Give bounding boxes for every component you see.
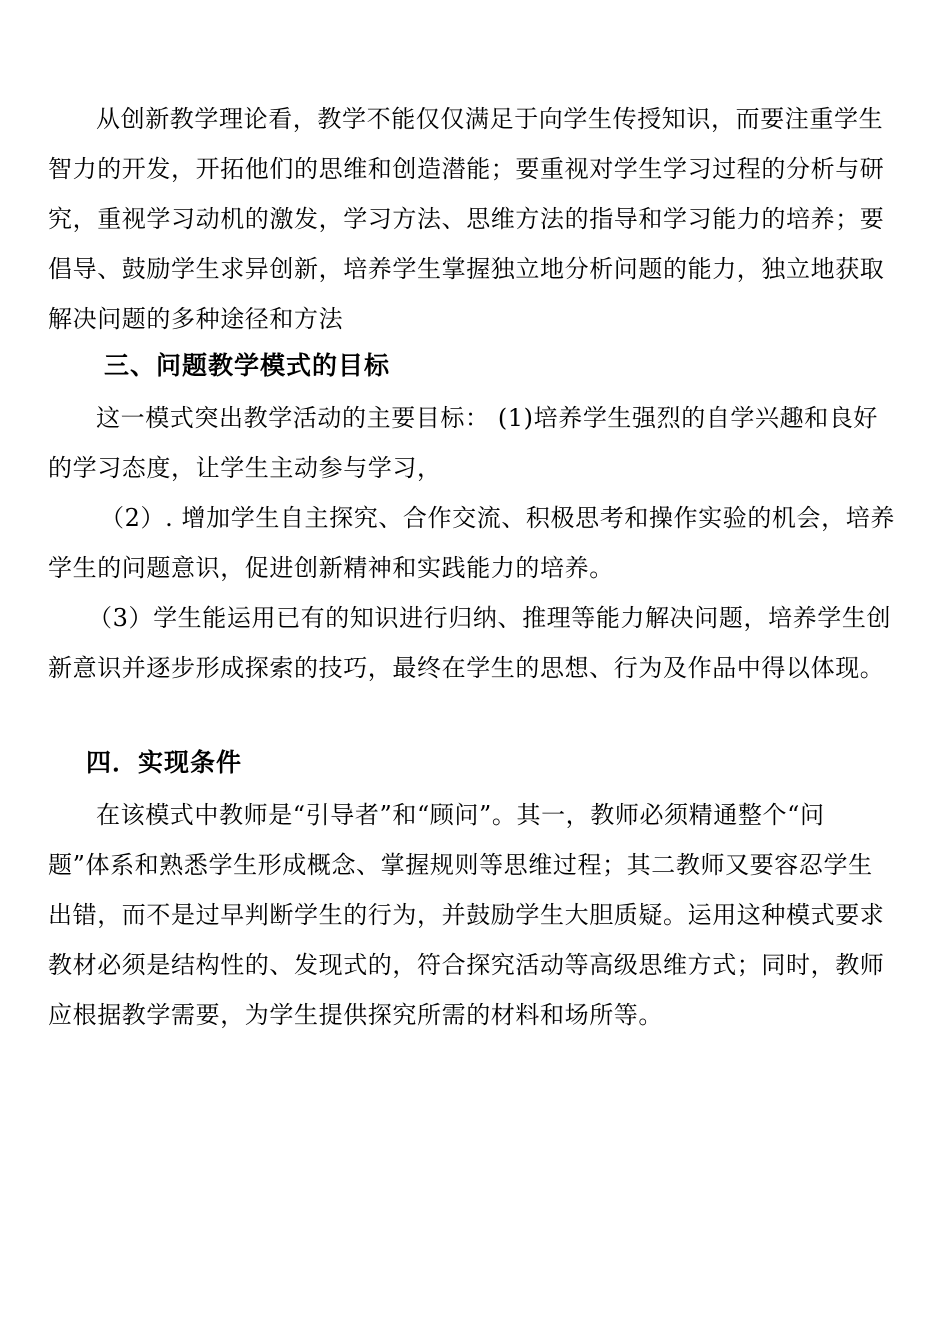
- section4-line-4: 教材必须是结构性的、发现式的，符合探究活动等高级思维方式；同时，教师: [48, 951, 885, 979]
- section4-line-3: 出错，而不是过早判断学生的行为，并鼓励学生大胆质疑。运用这种模式要求: [48, 901, 885, 929]
- section3-heading: 三、问题教学模式的目标: [104, 351, 391, 380]
- goal2-line-1: （2）. 增加学生自主探究、合作交流、积极思考和操作实验的机会，培养: [100, 504, 895, 532]
- goal1-line-1: 这一模式突出教学活动的主要目标： (1)培养学生强烈的自学兴趣和良好: [96, 404, 879, 432]
- goal3-line-1: （3）学生能运用已有的知识进行归纳、推理等能力解决问题，培养学生创: [88, 604, 892, 632]
- section4-line-2: 题”体系和熟悉学生形成概念、掌握规则等思维过程；其二教师又要容忍学生: [48, 851, 873, 879]
- section4-line-1: 在该模式中教师是“引导者”和“顾问”。其一，教师必须精通整个“问: [96, 801, 825, 829]
- goal1-line-2: 的学习态度，让学生主动参与学习，: [48, 454, 442, 482]
- section4-line-5: 应根据教学需要，为学生提供探究所需的材料和场所等。: [48, 1001, 663, 1029]
- intro-line-2: 智力的开发，开拓他们的思维和创造潜能；要重视对学生学习过程的分析与研: [48, 155, 885, 183]
- section4-heading: 四．实现条件: [86, 748, 243, 777]
- intro-line-4: 倡导、鼓励学生求异创新，培养学生掌握独立地分析问题的能力，独立地获取: [48, 255, 885, 283]
- intro-line-5: 解决问题的多种途径和方法: [48, 305, 344, 333]
- goal2-line-2: 学生的问题意识，促进创新精神和实践能力的培养。: [48, 554, 614, 582]
- goal3-line-2: 新意识并逐步形成探索的技巧，最终在学生的思想、行为及作品中得以体现。: [48, 654, 885, 682]
- intro-line-1: 从创新教学理论看，教学不能仅仅满足于向学生传授知识，而要注重学生: [96, 105, 884, 133]
- intro-line-3: 究，重视学习动机的激发，学习方法、思维方法的指导和学习能力的培养；要: [48, 205, 885, 233]
